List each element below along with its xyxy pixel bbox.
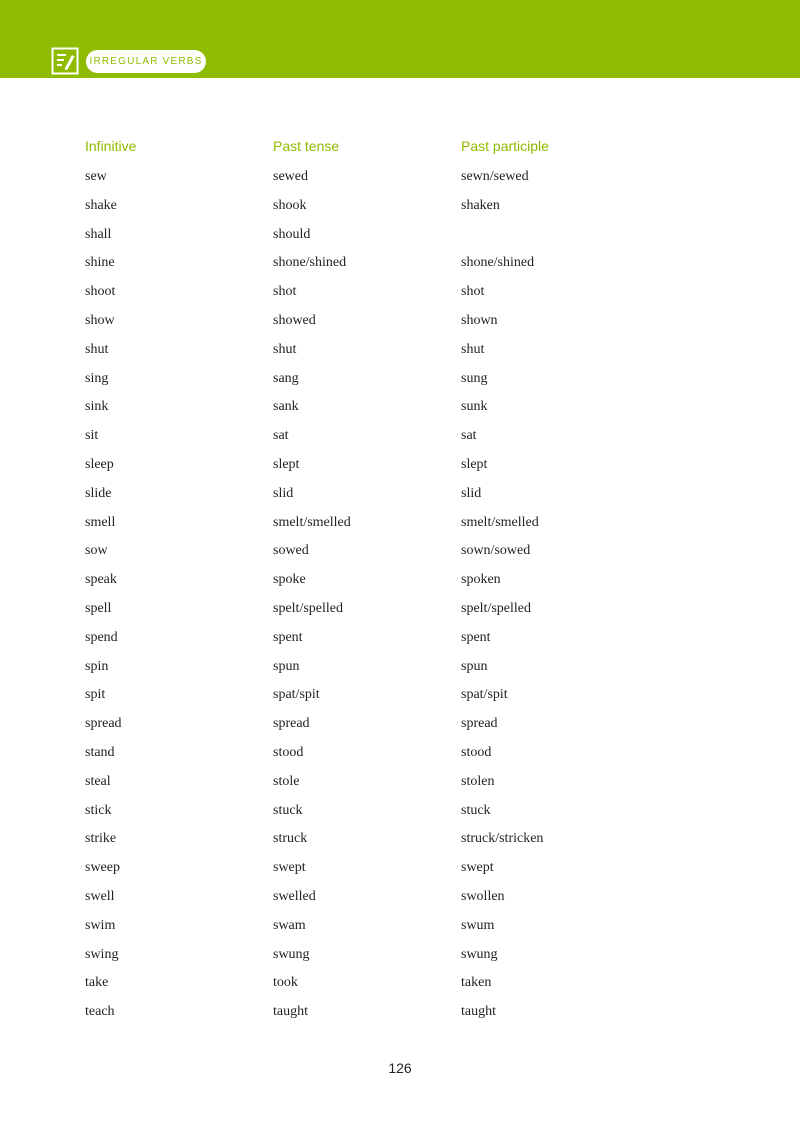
- cell-past-tense: spoke: [273, 572, 306, 588]
- cell-infinitive: shall: [85, 226, 112, 242]
- table-row: [0, 768, 800, 797]
- cell-past-participle: spun: [461, 658, 488, 674]
- cell-past-participle: spoken: [461, 572, 501, 588]
- cell-past-participle: slid: [461, 485, 482, 501]
- cell-past-tense: showed: [273, 312, 316, 328]
- table-row: [0, 422, 800, 451]
- column-header-past-tense: Past tense: [273, 138, 340, 154]
- cell-past-participle: slept: [461, 456, 488, 472]
- cell-past-tense: swam: [273, 917, 306, 933]
- table-row: [0, 653, 800, 682]
- table-row: [0, 710, 800, 739]
- edit-notebook-icon: [51, 47, 79, 75]
- page-number: 126: [388, 1060, 412, 1076]
- cell-past-tense: swept: [273, 860, 306, 876]
- column-header-infinitive: Infinitive: [85, 138, 137, 154]
- cell-infinitive: sleep: [85, 456, 114, 472]
- cell-infinitive: spell: [85, 600, 112, 616]
- cell-past-participle: swollen: [461, 888, 505, 904]
- cell-infinitive: spread: [85, 716, 122, 732]
- cell-infinitive: swim: [85, 917, 116, 933]
- cell-past-participle: spent: [461, 629, 491, 645]
- cell-past-participle: sewn/sewed: [461, 169, 529, 184]
- cell-past-tense: sang: [273, 370, 299, 386]
- cell-infinitive: sow: [85, 543, 108, 559]
- table-row: [0, 336, 800, 365]
- cell-past-participle: stuck: [461, 802, 491, 818]
- section-label: IRREGULAR VERBS: [86, 50, 206, 73]
- table-row: [0, 998, 800, 1027]
- cell-past-participle: smelt/smelled: [461, 514, 539, 530]
- cell-past-participle: shone/shined: [461, 255, 535, 271]
- cell-infinitive: swing: [85, 946, 119, 962]
- table-row: [0, 681, 800, 710]
- cell-infinitive: sing: [85, 370, 109, 386]
- cell-past-tense: took: [273, 975, 298, 991]
- cell-past-participle: spread: [461, 716, 498, 732]
- cell-past-tense: sowed: [273, 543, 309, 559]
- cell-infinitive: sweep: [85, 860, 120, 876]
- cell-past-tense: spent: [273, 629, 303, 645]
- cell-past-tense: should: [273, 226, 311, 242]
- cell-past-tense: shut: [273, 341, 297, 357]
- cell-past-tense: swelled: [273, 888, 316, 904]
- table-row: [0, 480, 800, 509]
- cell-past-tense: spread: [273, 716, 310, 732]
- cell-past-tense: stood: [273, 744, 304, 760]
- cell-past-tense: stole: [273, 773, 300, 789]
- cell-past-participle: spelt/spelled: [461, 600, 531, 616]
- table-row: [0, 249, 800, 278]
- cell-past-participle: stolen: [461, 773, 495, 789]
- cell-past-participle: taught: [461, 1004, 496, 1020]
- cell-past-participle: sat: [461, 428, 477, 444]
- cell-infinitive: strike: [85, 831, 117, 847]
- cell-infinitive: smell: [85, 514, 116, 530]
- cell-infinitive: spend: [85, 629, 118, 645]
- cell-past-tense: sat: [273, 428, 289, 444]
- cell-past-tense: slept: [273, 456, 300, 472]
- cell-past-participle: struck/stricken: [461, 831, 544, 847]
- cell-past-tense: spat/spit: [273, 687, 320, 703]
- cell-infinitive: show: [85, 312, 115, 328]
- table-row: [0, 739, 800, 768]
- cell-past-tense: shot: [273, 284, 297, 300]
- cell-past-participle: sung: [461, 370, 488, 386]
- cell-infinitive: sink: [85, 399, 109, 415]
- table-row: [0, 278, 800, 307]
- table-row: [0, 969, 800, 998]
- cell-past-tense: spun: [273, 658, 300, 674]
- table-row: [0, 797, 800, 826]
- cell-infinitive: take: [85, 975, 109, 991]
- table-row: [0, 365, 800, 394]
- cell-past-participle: sown/sowed: [461, 543, 531, 559]
- cell-infinitive: shut: [85, 341, 109, 357]
- cell-past-tense: struck: [273, 831, 308, 847]
- table-row: [0, 221, 800, 250]
- table-row: [0, 451, 800, 480]
- cell-infinitive: teach: [85, 1004, 115, 1020]
- cell-past-tense: swung: [273, 946, 310, 962]
- cell-past-participle: shut: [461, 341, 485, 357]
- cell-past-participle: spat/spit: [461, 687, 508, 703]
- table-row: [0, 307, 800, 336]
- cell-past-participle: stood: [461, 744, 492, 760]
- cell-infinitive: swell: [85, 888, 115, 904]
- cell-infinitive: steal: [85, 773, 111, 789]
- verb-table: [0, 163, 800, 1027]
- table-row: [0, 163, 800, 192]
- table-row: [0, 192, 800, 221]
- cell-past-tense: smelt/smelled: [273, 514, 351, 530]
- table-row: [0, 883, 800, 912]
- cell-past-tense: stuck: [273, 802, 303, 818]
- cell-past-participle: swum: [461, 917, 495, 933]
- cell-past-tense: shook: [273, 197, 307, 213]
- cell-past-tense: taught: [273, 1004, 308, 1020]
- cell-infinitive: shine: [85, 255, 115, 271]
- table-row: [0, 509, 800, 538]
- cell-infinitive: spin: [85, 658, 109, 674]
- table-row: [0, 393, 800, 422]
- cell-past-tense: spelt/spelled: [273, 600, 343, 616]
- cell-past-participle: swept: [461, 860, 494, 876]
- table-row: [0, 537, 800, 566]
- cell-infinitive: stand: [85, 744, 115, 760]
- cell-past-participle: swung: [461, 946, 498, 962]
- table-row: [0, 825, 800, 854]
- cell-infinitive: speak: [85, 572, 117, 588]
- cell-past-participle: shown: [461, 312, 498, 328]
- table-row: [0, 624, 800, 653]
- table-row: [0, 595, 800, 624]
- cell-past-participle: taken: [461, 975, 492, 991]
- cell-past-participle: shot: [461, 284, 485, 300]
- table-row: [0, 566, 800, 595]
- cell-infinitive: stick: [85, 802, 112, 818]
- table-row: [0, 912, 800, 941]
- cell-infinitive: shoot: [85, 284, 116, 300]
- cell-infinitive: sit: [85, 428, 99, 444]
- cell-infinitive: shake: [85, 197, 117, 213]
- column-header-past-participle: Past participle: [461, 138, 549, 154]
- cell-past-tense: shone/shined: [273, 255, 347, 271]
- cell-past-participle: sunk: [461, 399, 488, 415]
- cell-infinitive: spit: [85, 687, 106, 703]
- cell-past-tense: sank: [273, 399, 299, 415]
- cell-past-tense: sewed: [273, 169, 308, 184]
- table-row: [0, 941, 800, 970]
- table-row: [0, 854, 800, 883]
- cell-infinitive: sew: [85, 169, 107, 184]
- cell-past-tense: slid: [273, 485, 294, 501]
- cell-past-participle: shaken: [461, 197, 500, 213]
- cell-infinitive: slide: [85, 485, 112, 501]
